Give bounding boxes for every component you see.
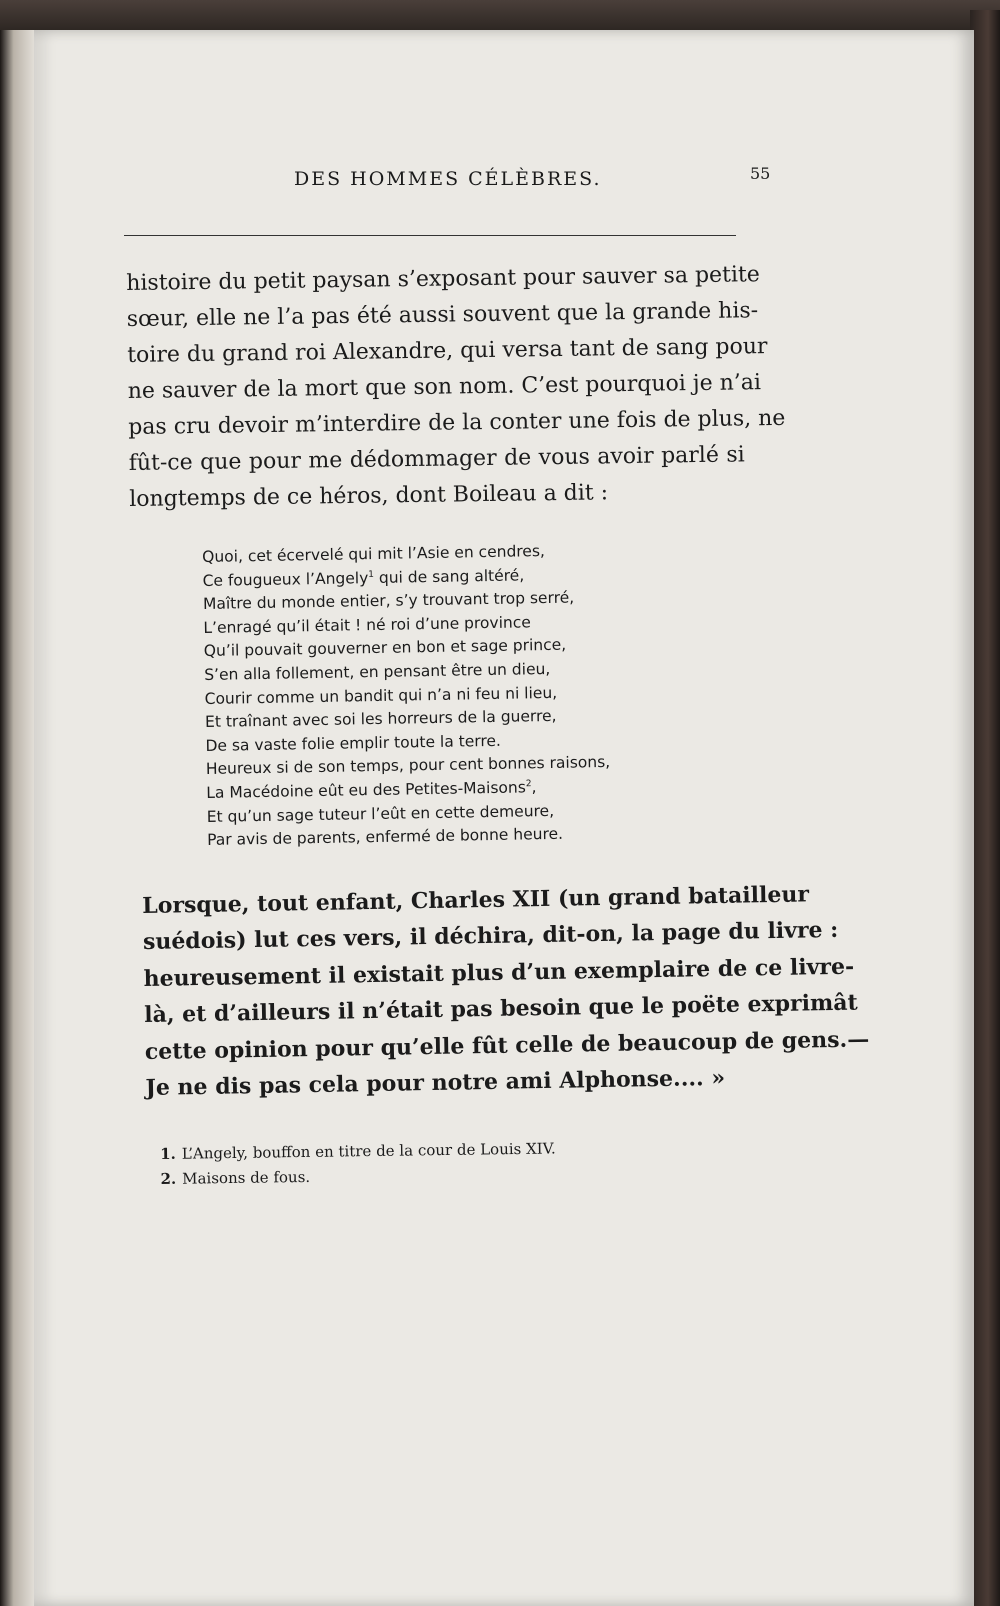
text-line: cette opinion pour qu’elle fût celle de beaucoup de gens.—: [144, 1025, 870, 1065]
footnote-2: [160, 1161, 620, 1192]
verse-line: Heureux si de son temps, pour cent bonnes raisons,: [205, 753, 611, 779]
book-cover-edge: [970, 10, 1000, 1606]
header-rule: [124, 235, 736, 236]
footnote-number: 2.: [160, 1169, 177, 1188]
verse-line-part: Ce fougueux l’Angely: [202, 568, 369, 590]
text-line: ne sauver de la mort que son nom. C’est pourquoi je n’ai: [127, 370, 762, 404]
verse-line: L’enragé qu’il était ! né roi d’une province: [203, 613, 531, 637]
footnote-text: Maisons de fous.: [182, 1167, 311, 1188]
footnote-ref: 1: [368, 569, 375, 580]
running-title: DES HOMMES CÉLÈBRES.: [294, 168, 602, 190]
paragraph-1: [126, 257, 786, 518]
page-number: 55: [750, 164, 771, 183]
verse-line: Et qu’un sage tuteur l’eût en cette demeure,: [206, 801, 555, 826]
footnote-ref: 2: [525, 779, 532, 790]
page-header: [124, 164, 771, 204]
text-line: fût-ce que pour me dédommager de vous avoir parlé si: [128, 442, 745, 476]
verse-line-part: ,: [531, 778, 537, 797]
book-page: [34, 30, 974, 1606]
text-line: toire du grand roi Alexandre, qui versa tant de sang pour: [127, 334, 768, 368]
text-line: Je ne dis pas cela pour notre ami Alphonse.... »: [145, 1064, 726, 1101]
page-content: [34, 30, 974, 1606]
text-line: heureusement il existait plus d’un exemplaire de ce livre-: [143, 953, 855, 992]
text-line: Lorsque, tout enfant, Charles XII (un grand batailleur: [142, 881, 810, 919]
verse-line: Courir comme un bandit qui n’a ni feu ni lieu,: [204, 683, 558, 708]
book-top-edge: [0, 0, 1000, 34]
footnote-text: L’Angely, bouffon en titre de la cour de Louis XIV.: [181, 1139, 556, 1163]
paragraph-2: [142, 877, 870, 1106]
text-line: longtemps de ce héros, dont Boileau a dit :: [129, 480, 609, 512]
verse-line: S’en alla follement, en pensant être un dieu,: [204, 659, 551, 684]
verse-line: Et traînant avec soi les horreurs de la guerre,: [204, 706, 557, 732]
text-line: pas cru devoir m’interdire de la conter une fois de plus, ne: [128, 405, 786, 440]
text-line: sœur, elle ne l’a pas été aussi souvent que la grande his-: [126, 298, 759, 332]
verse-line: Par avis de parents, enfermé de bonne heure.: [206, 824, 564, 850]
text-line: là, et d’ailleurs il n’était pas besoin que le poëte exprimât: [143, 989, 858, 1029]
verse-line: Maître du monde entier, s’y trouvant trop serré,: [202, 588, 575, 614]
verse-line: Quoi, cet écervelé qui mit l’Asie en cendres,: [202, 542, 546, 566]
left-page-edge: [0, 30, 34, 1606]
footnotes: [160, 1136, 621, 1192]
verse-quotation: [202, 538, 647, 852]
verse-line: Qu’il pouvait gouverner en bon et sage prince,: [203, 636, 567, 661]
footnote-number: 1.: [160, 1144, 176, 1163]
verse-line: De sa vaste folie emplir toute la terre.: [205, 731, 502, 755]
verse-line-part: qui de sang altéré,: [373, 565, 525, 587]
text-line: histoire du petit paysan s’exposant pour sauver sa petite: [126, 262, 760, 296]
text-line: suédois) lut ces vers, il déchira, dit-on, la page du livre :: [142, 917, 839, 956]
verse-line-part: La Macédoine eût eu des Petites-Maisons: [206, 778, 526, 802]
